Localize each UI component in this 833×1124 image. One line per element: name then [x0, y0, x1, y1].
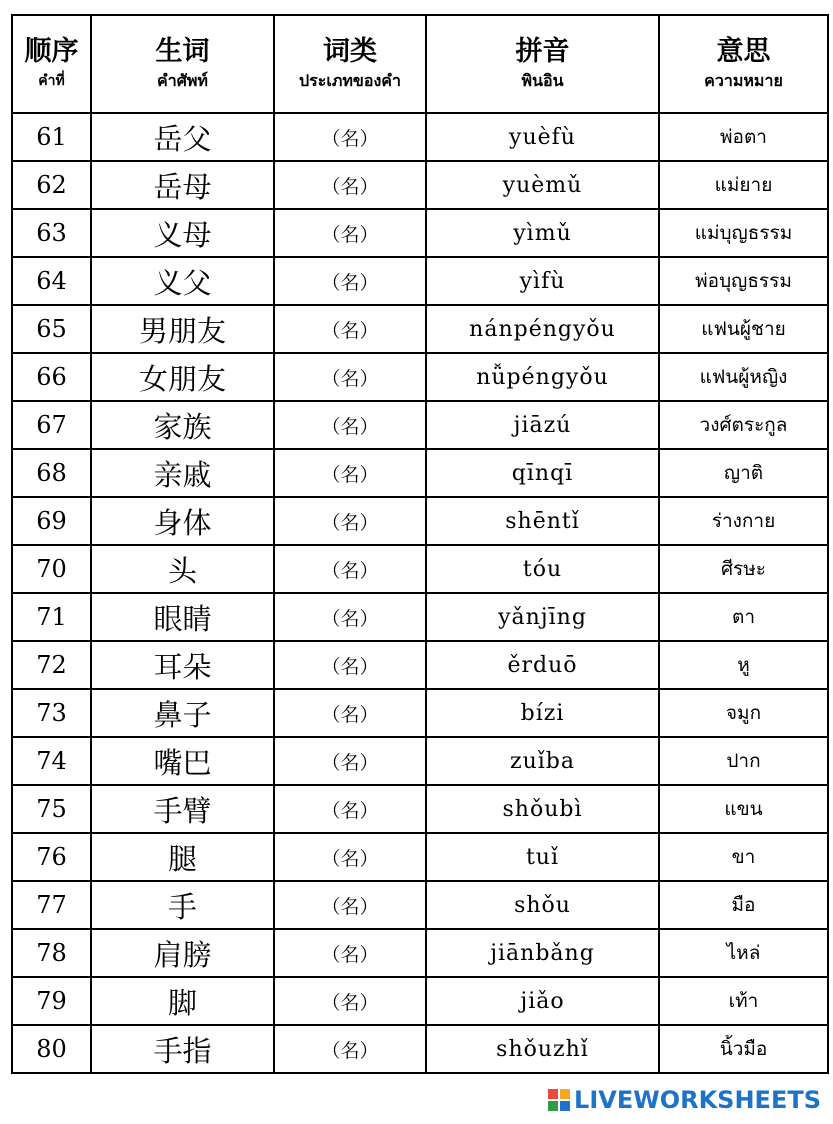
table-row	[12, 689, 828, 737]
row-number: 61	[12, 113, 91, 161]
row-number: 70	[12, 545, 91, 593]
row-word: 手臂	[91, 785, 274, 833]
row-number: 69	[12, 497, 91, 545]
row-pinyin: tóu	[426, 545, 659, 593]
row-word: 鼻子	[91, 689, 274, 737]
table-row	[12, 497, 828, 545]
table-row	[12, 401, 828, 449]
row-part-of-speech: （名）	[274, 305, 426, 353]
row-meaning: พ่อบุญธรรม	[659, 257, 828, 305]
row-meaning: ตา	[659, 593, 828, 641]
row-number: 67	[12, 401, 91, 449]
row-part-of-speech: （名）	[274, 161, 426, 209]
row-pinyin: shǒu	[426, 881, 659, 929]
row-word: 耳朵	[91, 641, 274, 689]
row-pinyin: nánpéngyǒu	[426, 305, 659, 353]
header-pos	[274, 15, 426, 113]
liveworksheets-watermark	[546, 1086, 823, 1114]
row-number: 72	[12, 641, 91, 689]
row-number: 80	[12, 1025, 91, 1073]
row-meaning: แฟนผู้หญิง	[659, 353, 828, 401]
row-word: 义父	[91, 257, 274, 305]
table-row	[12, 641, 828, 689]
header-pos-th: ประเภทของคำ	[299, 71, 401, 90]
row-part-of-speech: （名）	[274, 257, 426, 305]
header-number-zh: 顺序	[24, 36, 79, 67]
header-meaning-zh: 意思	[716, 36, 771, 67]
row-meaning: แขน	[659, 785, 828, 833]
header-meaning	[659, 15, 828, 113]
row-meaning: มือ	[659, 881, 828, 929]
row-part-of-speech: （名）	[274, 497, 426, 545]
table-row	[12, 977, 828, 1025]
header-pinyin-th: พินอิน	[521, 71, 564, 90]
header-pinyin-zh: 拼音	[515, 36, 570, 67]
row-pinyin: tuǐ	[426, 833, 659, 881]
header-row	[12, 15, 828, 113]
vocabulary-table	[11, 14, 829, 1074]
row-meaning: วงศ์ตระกูล	[659, 401, 828, 449]
row-meaning: ขา	[659, 833, 828, 881]
row-part-of-speech: （名）	[274, 593, 426, 641]
row-meaning: ศีรษะ	[659, 545, 828, 593]
table-row	[12, 353, 828, 401]
row-word: 女朋友	[91, 353, 274, 401]
row-pinyin: jiāzú	[426, 401, 659, 449]
row-meaning: แฟนผู้ชาย	[659, 305, 828, 353]
table-row	[12, 929, 828, 977]
table-row	[12, 737, 828, 785]
row-pinyin: jiānbǎng	[426, 929, 659, 977]
row-number: 66	[12, 353, 91, 401]
row-meaning: ไหล่	[659, 929, 828, 977]
row-word: 家族	[91, 401, 274, 449]
table-row	[12, 833, 828, 881]
row-word: 手	[91, 881, 274, 929]
row-part-of-speech: （名）	[274, 929, 426, 977]
table-row	[12, 1025, 828, 1073]
row-word: 亲戚	[91, 449, 274, 497]
row-word: 肩膀	[91, 929, 274, 977]
table-row	[12, 305, 828, 353]
row-number: 77	[12, 881, 91, 929]
row-word: 身体	[91, 497, 274, 545]
row-word: 岳父	[91, 113, 274, 161]
row-word: 头	[91, 545, 274, 593]
row-meaning: จมูก	[659, 689, 828, 737]
row-meaning: เท้า	[659, 977, 828, 1025]
row-part-of-speech: （名）	[274, 785, 426, 833]
row-number: 73	[12, 689, 91, 737]
row-number: 76	[12, 833, 91, 881]
table-row	[12, 113, 828, 161]
row-part-of-speech: （名）	[274, 737, 426, 785]
row-word: 腿	[91, 833, 274, 881]
row-part-of-speech: （名）	[274, 209, 426, 257]
row-meaning: ร่างกาย	[659, 497, 828, 545]
row-pinyin: yuèmǔ	[426, 161, 659, 209]
row-pinyin: yìfù	[426, 257, 659, 305]
row-word: 嘴巴	[91, 737, 274, 785]
row-pinyin: zuǐba	[426, 737, 659, 785]
row-number: 75	[12, 785, 91, 833]
row-meaning: ปาก	[659, 737, 828, 785]
row-number: 79	[12, 977, 91, 1025]
header-word-zh: 生词	[155, 36, 210, 67]
row-number: 78	[12, 929, 91, 977]
row-pinyin: ěrduō	[426, 641, 659, 689]
table-row	[12, 785, 828, 833]
row-pinyin: bízi	[426, 689, 659, 737]
row-part-of-speech: （名）	[274, 449, 426, 497]
row-pinyin: shǒuzhǐ	[426, 1025, 659, 1073]
row-word: 眼睛	[91, 593, 274, 641]
header-number	[12, 15, 91, 113]
row-word: 脚	[91, 977, 274, 1025]
row-part-of-speech: （名）	[274, 881, 426, 929]
row-number: 68	[12, 449, 91, 497]
row-part-of-speech: （名）	[274, 545, 426, 593]
row-pinyin: yìmǔ	[426, 209, 659, 257]
row-meaning: แม่ยาย	[659, 161, 828, 209]
row-number: 62	[12, 161, 91, 209]
liveworksheets-logo-icon	[548, 1089, 570, 1111]
row-pinyin: jiǎo	[426, 977, 659, 1025]
row-number: 63	[12, 209, 91, 257]
row-word: 男朋友	[91, 305, 274, 353]
row-meaning: นิ้วมือ	[659, 1025, 828, 1073]
table-row	[12, 881, 828, 929]
row-number: 71	[12, 593, 91, 641]
header-word	[91, 15, 274, 113]
row-part-of-speech: （名）	[274, 833, 426, 881]
header-word-th: คำศัพท์	[157, 71, 208, 90]
row-pinyin: nǚpéngyǒu	[426, 353, 659, 401]
row-word: 义母	[91, 209, 274, 257]
header-meaning-th: ความหมาย	[704, 71, 783, 90]
row-number: 74	[12, 737, 91, 785]
row-number: 64	[12, 257, 91, 305]
row-meaning: หู	[659, 641, 828, 689]
row-part-of-speech: （名）	[274, 977, 426, 1025]
table-row	[12, 593, 828, 641]
header-number-th: คำที่	[38, 73, 65, 89]
table-row	[12, 449, 828, 497]
table-row	[12, 545, 828, 593]
table-row	[12, 257, 828, 305]
row-word: 岳母	[91, 161, 274, 209]
row-part-of-speech: （名）	[274, 1025, 426, 1073]
header-pinyin	[426, 15, 659, 113]
row-meaning: ญาติ	[659, 449, 828, 497]
row-number: 65	[12, 305, 91, 353]
row-part-of-speech: （名）	[274, 113, 426, 161]
row-meaning: พ่อตา	[659, 113, 828, 161]
row-pinyin: yǎnjīng	[426, 593, 659, 641]
row-pinyin: shēntǐ	[426, 497, 659, 545]
table-row	[12, 209, 828, 257]
row-part-of-speech: （名）	[274, 401, 426, 449]
watermark-text: LIVEWORKSHEETS	[574, 1086, 821, 1114]
row-meaning: แม่บุญธรรม	[659, 209, 828, 257]
row-pinyin: yuèfù	[426, 113, 659, 161]
row-pinyin: shǒubì	[426, 785, 659, 833]
header-pos-zh: 词类	[323, 36, 377, 67]
row-pinyin: qīnqī	[426, 449, 659, 497]
row-word: 手指	[91, 1025, 274, 1073]
row-part-of-speech: （名）	[274, 689, 426, 737]
row-part-of-speech: （名）	[274, 641, 426, 689]
row-part-of-speech: （名）	[274, 353, 426, 401]
vocabulary-body	[12, 113, 828, 1073]
table-row	[12, 161, 828, 209]
